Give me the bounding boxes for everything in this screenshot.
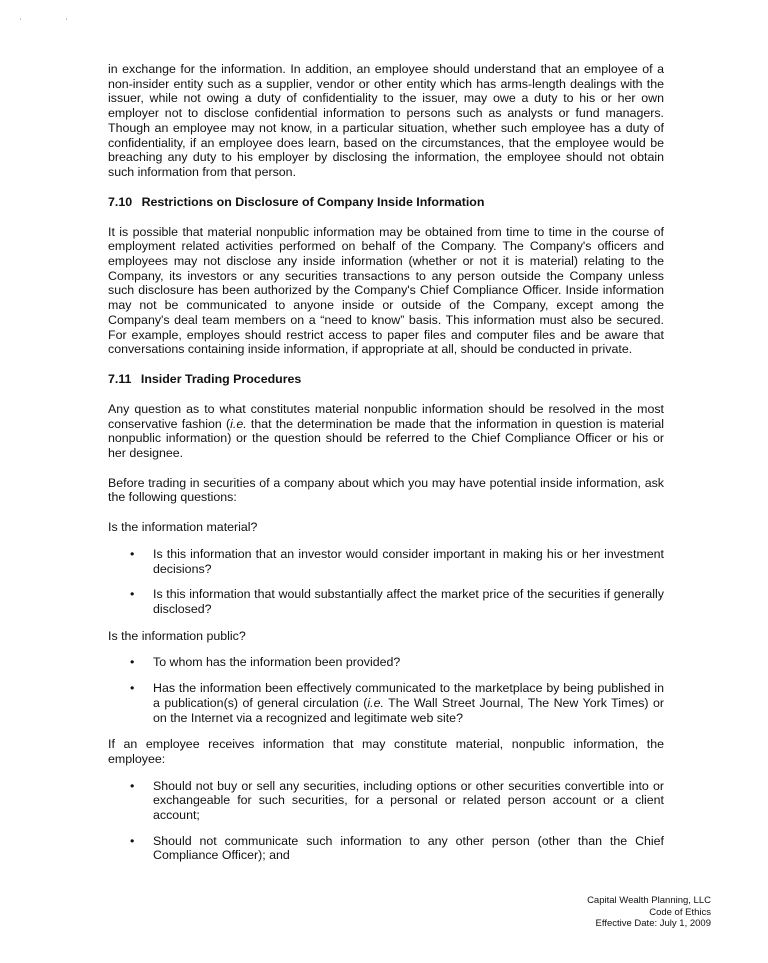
text-span: Any question as to what constitutes material nonpublic information should be resolved in the most conservative fashion ( xyxy=(108,401,664,431)
question-public: Is the information public? xyxy=(108,628,246,643)
section-7-11-paragraph-2: Before trading in securities of a company about which you may have potential inside information, ask the following questions: xyxy=(108,475,664,505)
list-item xyxy=(108,681,664,725)
bullet-icon: • xyxy=(130,587,135,602)
bullet-icon: • xyxy=(130,778,135,793)
intro-paragraph: in exchange for the information. In addition, an employee should understand that an employee of a non-insider entity such as a supplier, vendor or other entity which has arms-length dealings with the issuer, while not owing a duty of confidentiality to the issuer, may owe a duty to his or her own employer not to disclose confidential information to persons such as analysts or fund managers. Though an employee may not know, in a particular situation, whether such employee has a duty of confidentiality, if an employee does learn, based on the circumstances, that the employee would be breaching any duty to his employer by disclosing the information, the employee should not obtain such information from that person. xyxy=(108,62,664,179)
section-heading-7-11 xyxy=(108,372,664,387)
list-item-text: Is this information that an investor would consider important in making his or her investment decisions? xyxy=(153,546,664,576)
section-7-11-paragraph-1 xyxy=(108,402,664,461)
italic-ie: i.e. xyxy=(367,695,384,710)
question-material: Is the information material? xyxy=(108,520,258,535)
public-bullet-list xyxy=(108,655,664,725)
bullet-icon: • xyxy=(130,833,135,848)
section-7-10-paragraph: It is possible that material nonpublic information may be obtained from time to time in the course of employment related activities performed on behalf of the Company. The Company's officers and employees may not disclose any inside information (whether or not it is material) relating to the Company, its investors or any securities transactions to any person outside the Company unless such disclosure has been authorized by the Company's Chief Compliance Officer. Inside information may not be communicated to anyone inside or outside of the Company, except among the Company's deal team members on a “need to know” basis. This information must also be secured. For example, employes should restrict access to paper files and computer files and be aware that conversations containing inside information, if appropriate at all, should be conducted in private. xyxy=(108,224,664,357)
section-title: Restrictions on Disclosure of Company Inside Information xyxy=(141,194,485,209)
section-number: 7.11 xyxy=(108,371,132,386)
text-span: The Wall Street Journal, The New York Times) or on the Internet via a recognized and legitimate web site? xyxy=(153,695,664,725)
document-page xyxy=(108,62,664,875)
page-footer xyxy=(587,895,711,930)
text-span: that the determination be made that the information in question is material nonpublic information) or the question should be referred to the Chief Compliance Officer or his or her designee. xyxy=(108,416,664,461)
section-heading-7-10 xyxy=(108,195,664,210)
footer-effective-date: Effective Date: July 1, 2009 xyxy=(595,918,711,929)
list-item xyxy=(108,655,664,670)
employee-paragraph: If an employee receives information that may constitute material, nonpublic information, the employee: xyxy=(108,737,664,766)
list-item xyxy=(108,587,664,616)
list-item xyxy=(108,547,664,576)
list-item-text: Should not communicate such information to any other person (other than the Chief Compliance Officer); and xyxy=(153,833,664,863)
bullet-icon: • xyxy=(130,546,135,561)
scan-specks xyxy=(20,18,68,22)
section-title: Insider Trading Procedures xyxy=(140,371,302,386)
list-item-text: Should not buy or sell any securities, including options or other securities convertible into or exchangeable for such securities, for a personal or related person account or a client account; xyxy=(153,778,664,823)
list-item xyxy=(108,834,664,863)
employee-bullet-list xyxy=(108,779,664,864)
list-item xyxy=(108,779,664,823)
footer-doc-title: Code of Ethics xyxy=(649,906,711,918)
bullet-icon: • xyxy=(130,655,135,670)
bullet-icon: • xyxy=(130,681,135,696)
text-span: Has the information been effectively communicated to the marketplace by being published in a publication(s) of general circulation ( xyxy=(153,681,664,710)
section-number: 7.10 xyxy=(108,194,133,209)
footer-company: Capital Wealth Planning, LLC xyxy=(587,895,711,906)
list-item-text: To whom has the information been provided? xyxy=(153,655,401,670)
italic-ie: i.e. xyxy=(230,416,247,431)
material-bullet-list xyxy=(108,547,664,617)
list-item-text: Is this information that would substantially affect the market price of the securities if generally disclosed? xyxy=(153,587,664,616)
